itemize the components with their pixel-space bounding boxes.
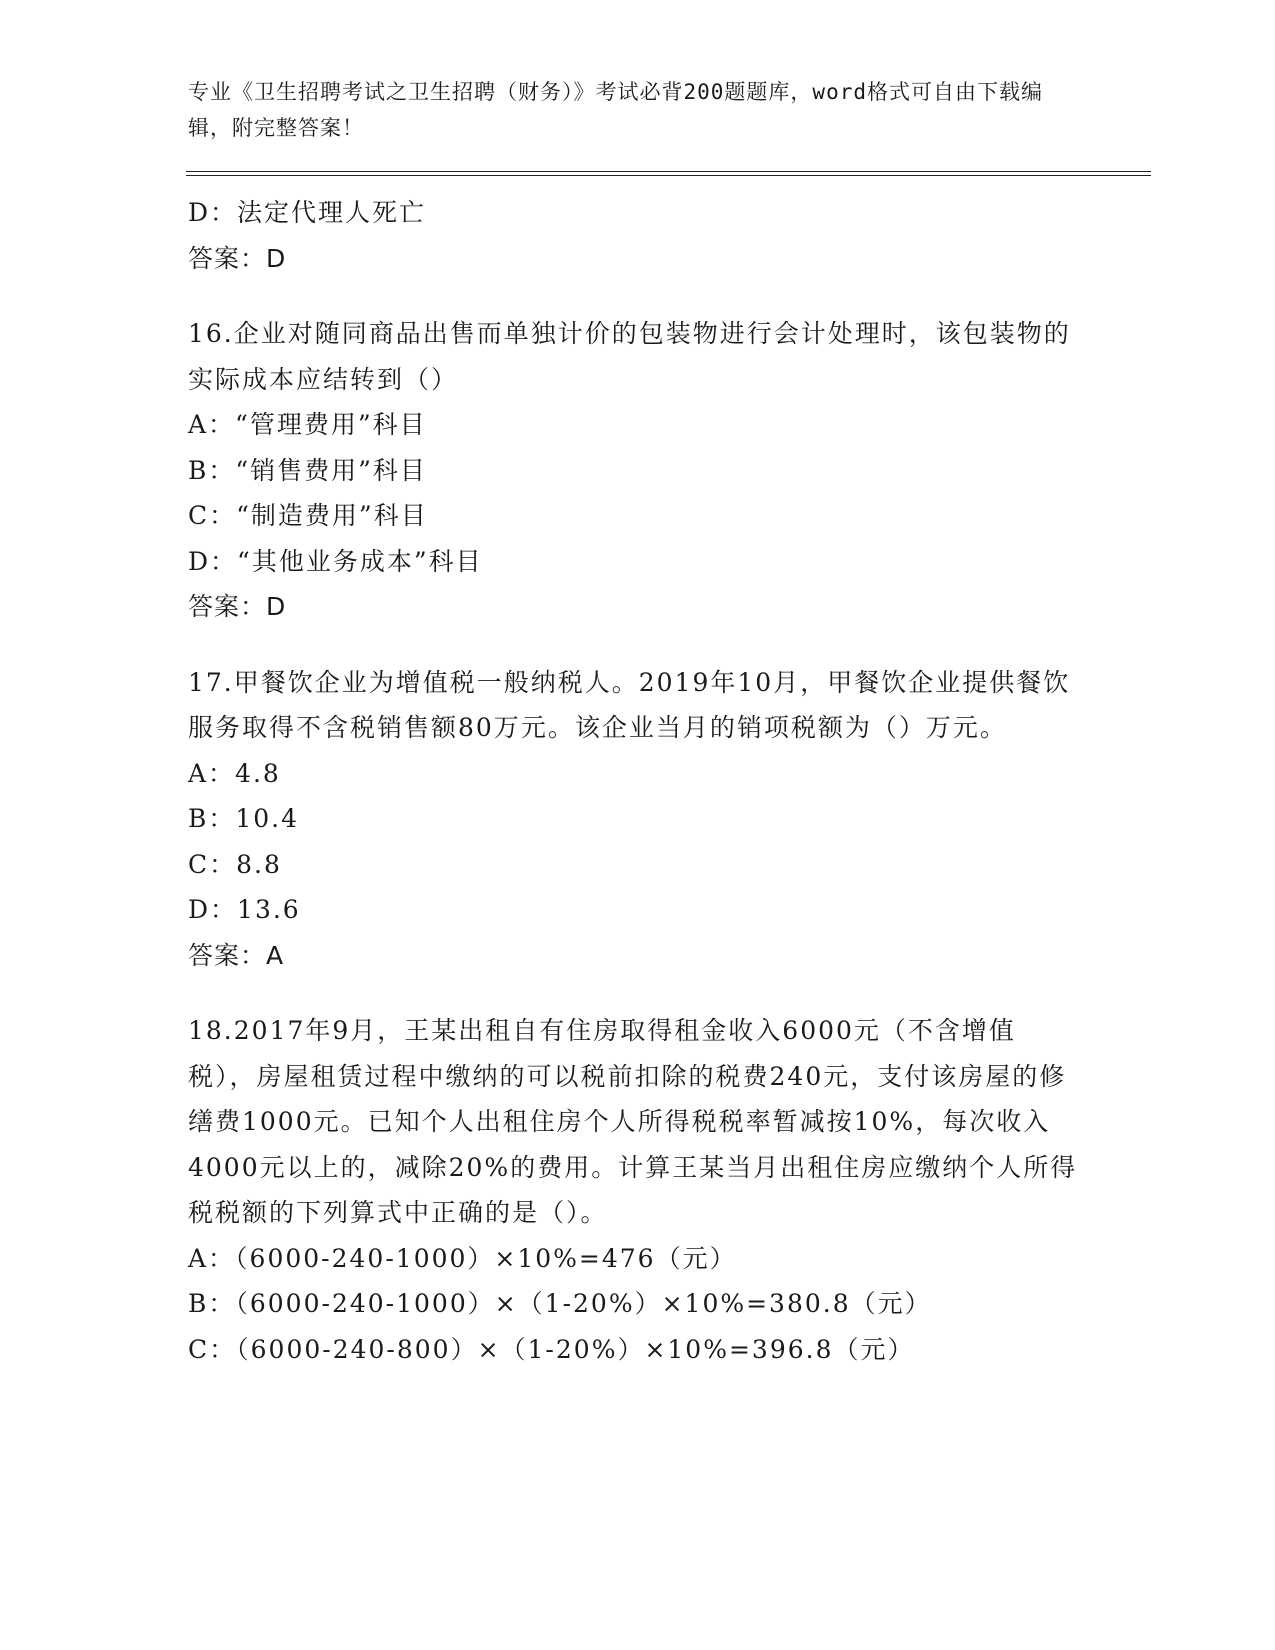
answer-line: 答案：D	[188, 592, 287, 621]
option-d: D：13.6	[188, 895, 301, 924]
option-d: D：“其他业务成本”科目	[188, 546, 483, 576]
question-stem: 16.企业对随同商品出售而单独计价的包装物进行会计处理时，该包装物的实际成本应结转到（）	[188, 319, 1071, 394]
option-c: C：“制造费用”科目	[188, 501, 428, 530]
option-a: A：（6000-240-1000）×10%=476（元）	[188, 1243, 737, 1273]
question-stem: 18.2017年9月，王某出租自有住房取得租金收入6000元（不含增值税），房屋租赁过程中缴纳的可以税前扣除的税费240元，支付该房屋的修缮费1000元。已知个人出租住房个人所得税税率暂减按10%，每次收入4000元以上的，减除20%的费用。计算王某当月出租住房应缴纳个人所得税税额的下列算式中正确的是（）。	[188, 1016, 1078, 1227]
option-b: B：（6000-240-1000）×（1-20%）×10%=380.8（元）	[188, 1289, 932, 1318]
question-16	[188, 311, 1078, 630]
option-d: D：法定代理人死亡	[188, 198, 427, 227]
option-c: C：8.8	[188, 849, 282, 879]
option-b: B：“销售费用”科目	[188, 455, 427, 485]
option-b: B：10.4	[188, 804, 300, 833]
document-header: 专业《卫生招聘考试之卫生招聘（财务）》考试必背200题题库，word格式可自由下载编辑，附完整答案！	[188, 80, 1043, 140]
option-c: C：（6000-240-800）×（1-20%）×10%=396.8（元）	[188, 1334, 915, 1364]
header-rule-bottom	[186, 175, 1151, 176]
question-17	[188, 660, 1078, 979]
option-a: A：“管理费用”科目	[188, 410, 427, 439]
answer-line: 答案：A	[188, 940, 285, 970]
document-body	[188, 190, 1078, 1372]
question-stem: 17.甲餐饮企业为增值税一般纳税人。2019年10月，甲餐饮企业提供餐饮服务取得不含税销售额80万元。该企业当月的销项税额为（）万元。	[188, 667, 1071, 742]
header-rule-top	[186, 171, 1151, 172]
answer-line: 答案：D	[188, 243, 287, 273]
option-a: A：4.8	[188, 758, 281, 788]
question-18	[188, 1008, 1078, 1372]
